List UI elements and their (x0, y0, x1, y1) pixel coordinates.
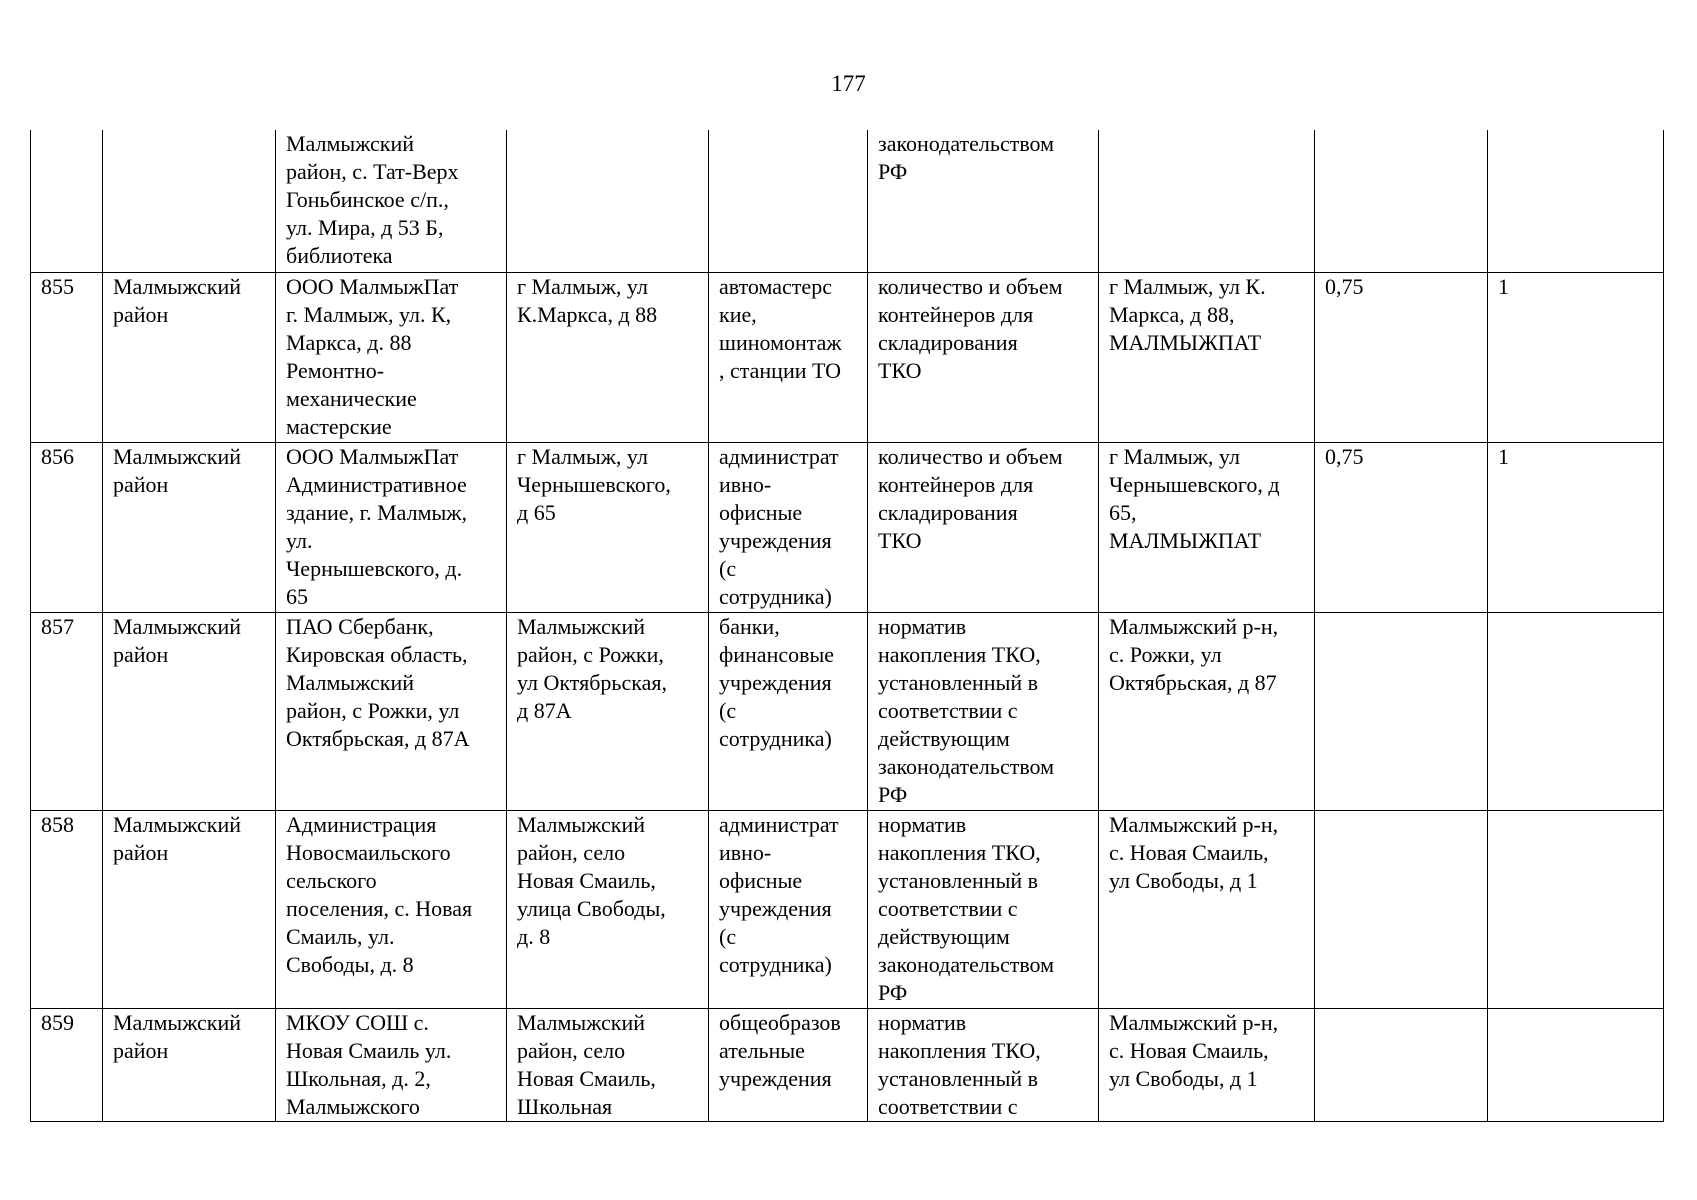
cell-site: Малмыжский р-н, с. Рожки, ул Октябрьская, д 87 (1099, 612, 1315, 810)
cell-organization: МКОУ СОШ с. Новая Смаиль ул. Школьная, д. 2, Малмыжского (276, 1008, 507, 1121)
cell-count (1488, 1008, 1664, 1121)
cell-count (1488, 810, 1664, 1008)
cell-organization: ООО МалмыжПат г. Малмыж, ул. К, Маркса, д. 88 Ремонтно- механические мастерские (276, 272, 507, 442)
cell-basis: норматив накопления ТКО, установленный в соответствии с действующим законодательством РФ (868, 810, 1099, 1008)
cell-district (103, 130, 276, 272)
table-row (31, 810, 1664, 1008)
cell-site: г Малмыж, ул К. Маркса, д 88, МАЛМЫЖПАТ (1099, 272, 1315, 442)
cell-address: Малмыжский район, село Новая Смаиль, улица Свободы, д. 8 (507, 810, 709, 1008)
cell-category: автомастерс кие, шиномонтаж , станции ТО (709, 272, 868, 442)
cell-row-number: 859 (31, 1008, 103, 1121)
cell-category: администрат ивно- офисные учреждения (с сотрудника) (709, 442, 868, 612)
cell-basis: законодательством РФ (868, 130, 1099, 272)
cell-count (1488, 612, 1664, 810)
cell-volume: 0,75 (1315, 442, 1488, 612)
cell-category (709, 130, 868, 272)
table-row (31, 130, 1664, 272)
cell-address (507, 130, 709, 272)
cell-basis: норматив накопления ТКО, установленный в соответствии с (868, 1008, 1099, 1121)
cell-row-number: 856 (31, 442, 103, 612)
cell-site (1099, 130, 1315, 272)
cell-basis: норматив накопления ТКО, установленный в соответствии с действующим законодательством РФ (868, 612, 1099, 810)
cell-district: Малмыжский район (103, 1008, 276, 1121)
cell-count: 1 (1488, 442, 1664, 612)
cell-organization: ПАО Сбербанк, Кировская область, Малмыжский район, с Рожки, ул Октябрьская, д 87А (276, 612, 507, 810)
cell-organization: Малмыжский район, с. Тат-Верх Гоньбинское с/п., ул. Мира, д 53 Б, библиотека (276, 130, 507, 272)
cell-volume: 0,75 (1315, 272, 1488, 442)
cell-volume (1315, 1008, 1488, 1121)
table-row (31, 1008, 1664, 1121)
cell-site: Малмыжский р-н, с. Новая Смаиль, ул Свободы, д 1 (1099, 810, 1315, 1008)
cell-volume (1315, 130, 1488, 272)
table-row (31, 272, 1664, 442)
cell-organization: Администрация Новосмаильского сельского поселения, с. Новая Смаиль, ул. Свободы, д. 8 (276, 810, 507, 1008)
cell-address: Малмыжский район, село Новая Смаиль, Школьная (507, 1008, 709, 1121)
table-row (31, 442, 1664, 612)
cell-category: администрат ивно- офисные учреждения (с сотрудника) (709, 810, 868, 1008)
table-row (31, 612, 1664, 810)
cell-row-number: 857 (31, 612, 103, 810)
cell-category: общеобразов ательные учреждения (709, 1008, 868, 1121)
cell-count: 1 (1488, 272, 1664, 442)
cell-row-number: 855 (31, 272, 103, 442)
cell-address: г Малмыж, ул Чернышевского, д 65 (507, 442, 709, 612)
cell-district: Малмыжский район (103, 810, 276, 1008)
cell-count (1488, 130, 1664, 272)
cell-volume (1315, 612, 1488, 810)
cell-address: г Малмыж, ул К.Маркса, д 88 (507, 272, 709, 442)
cell-site: Малмыжский р-н, с. Новая Смаиль, ул Свободы, д 1 (1099, 1008, 1315, 1121)
cell-row-number (31, 130, 103, 272)
page-number: 177 (831, 71, 866, 96)
cell-basis: количество и объем контейнеров для складирования ТКО (868, 442, 1099, 612)
cell-address: Малмыжский район, с Рожки, ул Октябрьская, д 87А (507, 612, 709, 810)
cell-district: Малмыжский район (103, 272, 276, 442)
cell-organization: ООО МалмыжПат Административное здание, г. Малмыж, ул. Чернышевского, д. 65 (276, 442, 507, 612)
cell-category: банки, финансовые учреждения (с сотрудника) (709, 612, 868, 810)
cell-site: г Малмыж, ул Чернышевского, д 65, МАЛМЫЖПАТ (1099, 442, 1315, 612)
waste-site-registry-table (30, 130, 1664, 1122)
cell-district: Малмыжский район (103, 442, 276, 612)
cell-district: Малмыжский район (103, 612, 276, 810)
cell-basis: количество и объем контейнеров для складирования ТКО (868, 272, 1099, 442)
cell-volume (1315, 810, 1488, 1008)
cell-row-number: 858 (31, 810, 103, 1008)
